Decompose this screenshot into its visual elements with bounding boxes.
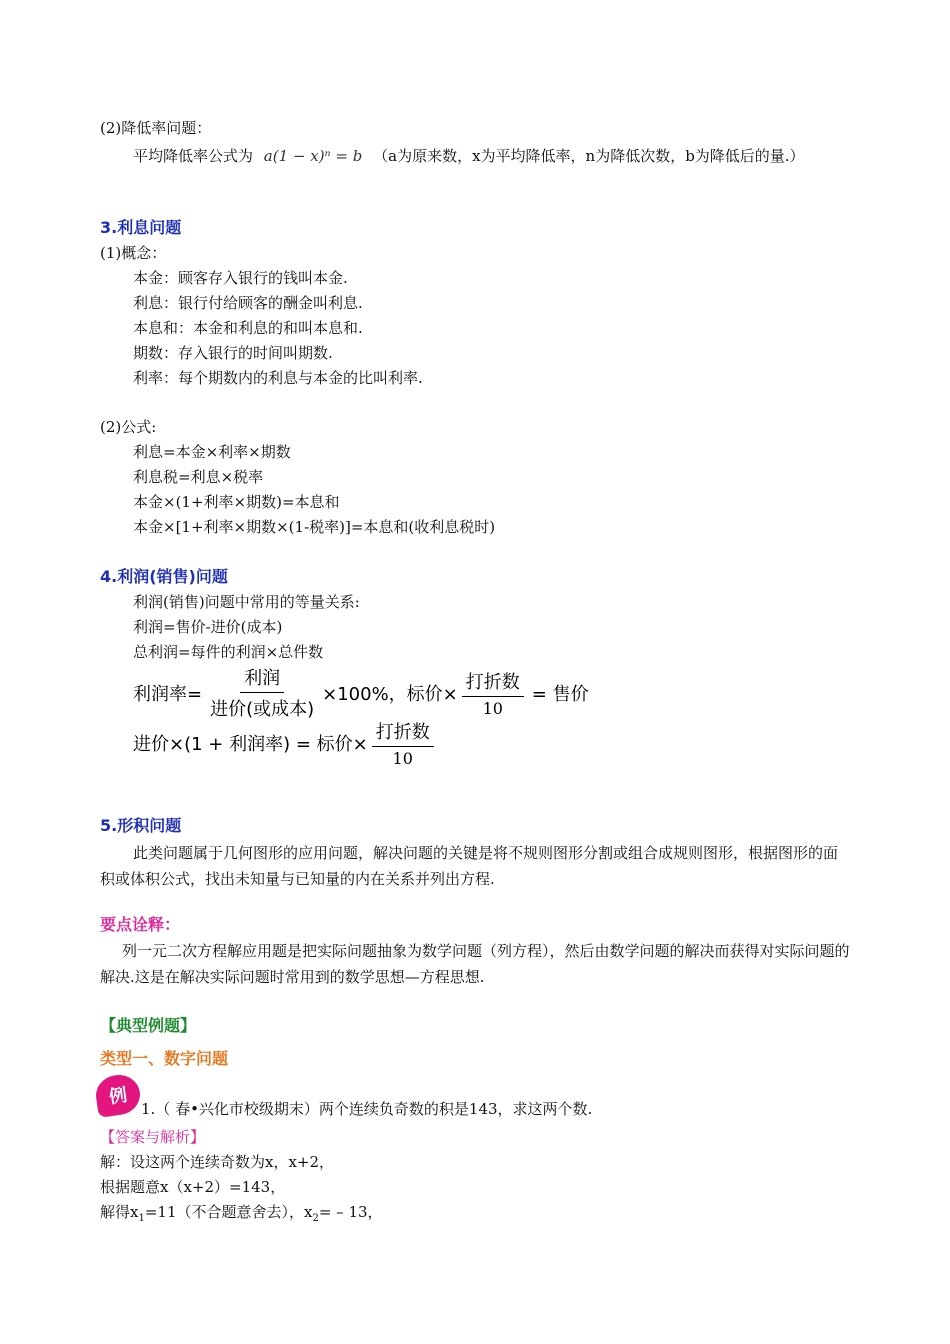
solution-text: =11（不合题意舍去），x [144, 1203, 313, 1221]
concept-item: 本金：顾客存入银行的钱叫本金. [133, 269, 348, 287]
subscript: 2 [312, 1213, 319, 1224]
decrease-formula: a(1 − x)ⁿ = b [263, 147, 363, 165]
formula-title: (2)公式: [100, 418, 157, 436]
profit-line: 总利润=每件的利润×总件数 [133, 643, 324, 661]
solution-text: = – 13， [318, 1203, 383, 1221]
profit-heading: 4.利润(销售)问题 [100, 567, 228, 586]
profit-rate-formula [133, 664, 589, 721]
formula-lhs: 利润率= [133, 683, 203, 705]
keypoint-heading: 要点诠释： [100, 915, 181, 934]
cost-price-formula [133, 718, 438, 768]
formula-item: 本金×(1+利率×期数)=本息和 [133, 493, 340, 511]
formula-rhs: = 售价 [531, 683, 589, 705]
formula-prefix: 平均降低率公式为 [133, 147, 254, 165]
solution-line [100, 1201, 383, 1230]
fraction-denominator: 进价(或成本) [210, 699, 315, 720]
formula-tail: ×100%，标价× [322, 683, 458, 705]
concept-item: 本息和：本金和利息的和叫本息和. [133, 319, 363, 337]
concept-item: 利息：银行付给顾客的酬金叫利息. [133, 294, 363, 312]
formula-lhs: 进价×(1 + 利润率) = 标价× [133, 734, 368, 755]
concept-item: 期数：存入银行的时间叫期数. [133, 344, 333, 362]
formula-item: 本金×[1+利率×期数×(1-税率)]=本息和(收利息税时) [133, 518, 496, 536]
type1-heading: 类型一、数字问题 [100, 1049, 229, 1068]
profit-line: 利润=售价-进价(成本) [133, 618, 283, 636]
solution-text: 解得x [100, 1203, 139, 1221]
example-question: 1.（ 春•兴化市校级期末）两个连续负奇数的积是143，求这两个数. [141, 1100, 593, 1118]
decrease-rate-title: (2)降低率问题： [100, 119, 212, 137]
answer-label: 【答案与解析】 [100, 1128, 206, 1146]
formula-item: 利息税=利息×税率 [133, 468, 264, 486]
decrease-rate-formula-line [133, 145, 805, 167]
subscript: 1 [138, 1213, 145, 1224]
formula-item: 利息=本金×利率×期数 [133, 443, 291, 461]
keypoint-paragraph: 列一元二次方程解应用题是把实际问题抽象为数学问题（列方程），然后由数学问题的解决而获得对实际问题的解决.这是在解决实际问题时常用到的数学思想—方程思想. [100, 942, 850, 986]
fraction-denominator: 10 [482, 698, 503, 718]
example-badge-icon: 例 [93, 1072, 142, 1118]
fraction-numerator: 打折数 [372, 718, 434, 747]
fraction [206, 664, 318, 721]
shape-heading: 5.形积问题 [100, 816, 182, 835]
fraction [372, 718, 434, 768]
interest-heading: 3.利息问题 [100, 218, 182, 237]
formula-note: （a为原来数，x为平均降低率，n为降低次数，b为降低后的量.） [373, 147, 805, 165]
profit-line: 利润(销售)问题中常用的等量关系: [133, 593, 360, 611]
examples-heading: 【典型例题】 [100, 1016, 197, 1035]
solution-line: 解：设这两个连续奇数为x，x+2， [100, 1153, 335, 1171]
fraction-numerator: 打折数 [462, 668, 524, 697]
concept-item: 利率：每个期数内的利息与本金的比叫利率. [133, 369, 423, 387]
fraction-numerator: 利润 [240, 664, 284, 693]
fraction-denominator: 10 [392, 749, 413, 768]
fraction [462, 668, 524, 718]
concept-title: (1)概念： [100, 244, 167, 262]
shape-paragraph: 此类问题属于几何图形的应用问题，解决问题的关键是将不规则图形分割或组合成规则图形，根据图形的面积或体积公式，找出未知量与已知量的内在关系并列出方程. [100, 844, 839, 888]
solution-line: 根据题意x（x+2）=143， [100, 1178, 286, 1196]
